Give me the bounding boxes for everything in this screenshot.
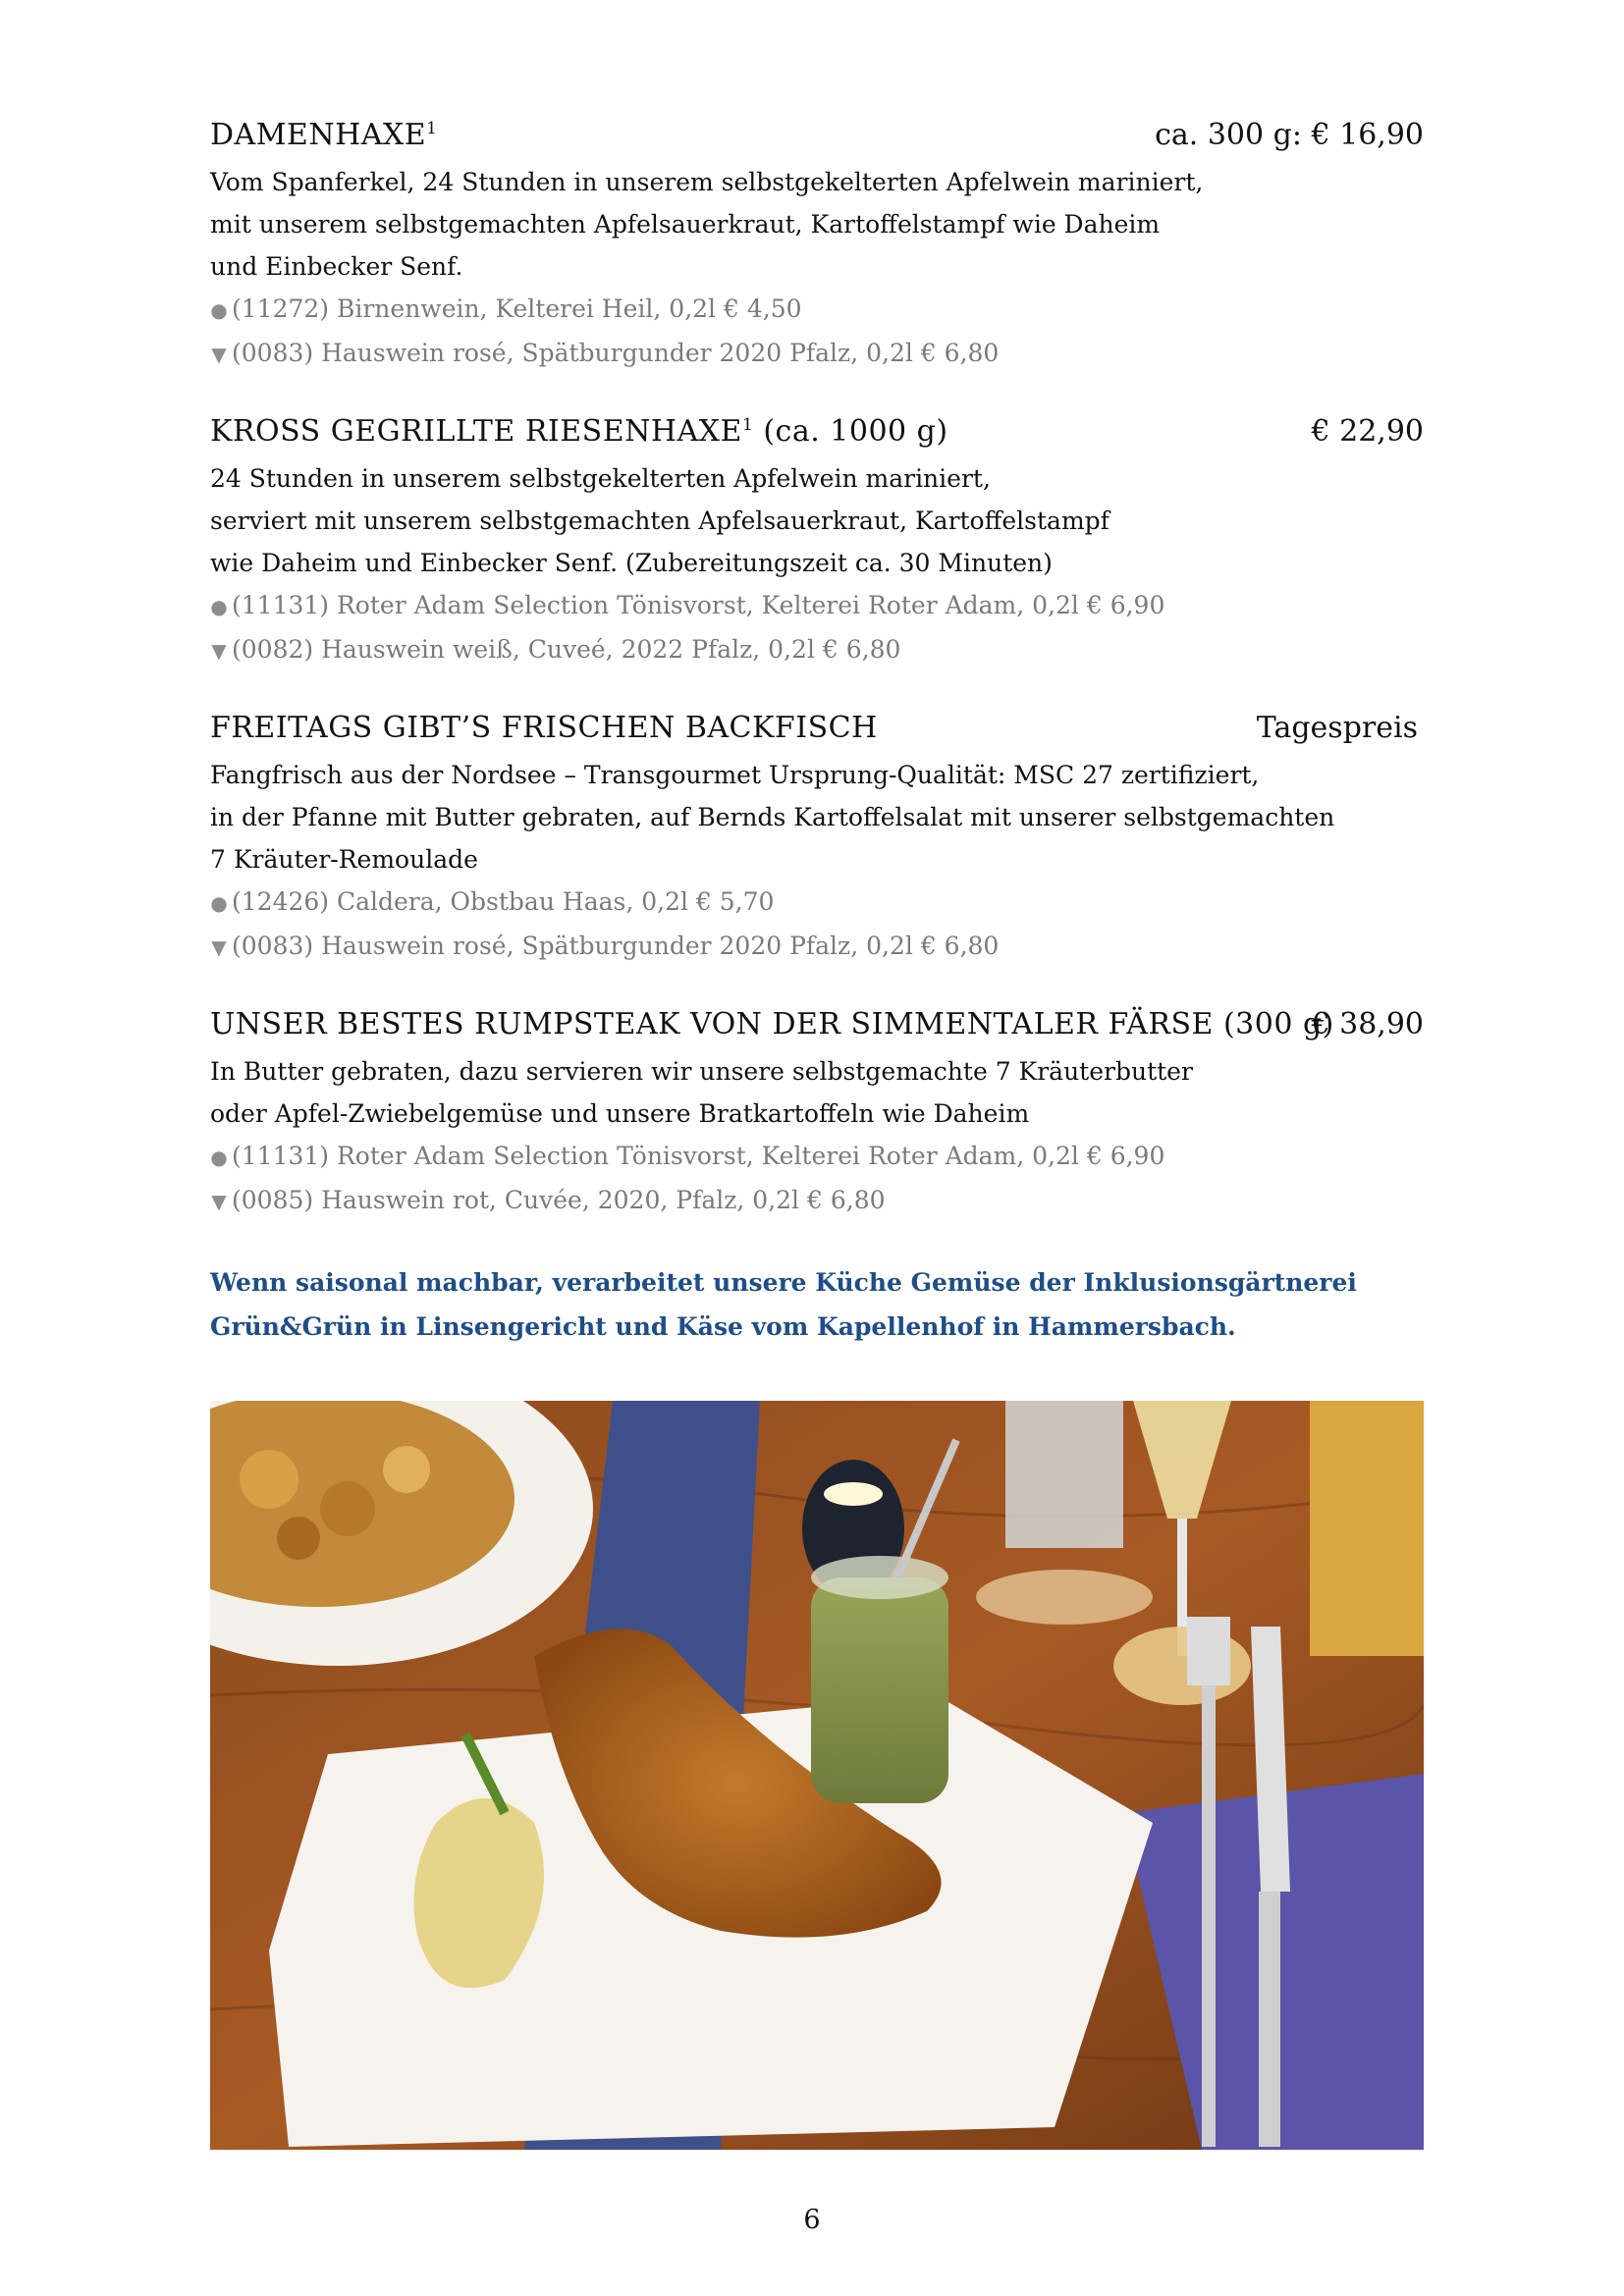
wine-pairing: ▼ (0083) Hauswein rosé, Spätburgunder 2020 Pfalz, 0,2l € 6,80	[210, 332, 1424, 376]
sourcing-note: Wenn saisonal machbar, verarbeitet unsere Küche Gemüse der Inklusionsgärtnerei Grün&Grün in Linsengericht und Käse vom Kapellenhof in Hammersbach.	[210, 1268, 1357, 1341]
wine-glass-icon: ▼	[211, 639, 227, 663]
menu-item-riesenhaxe	[210, 414, 1424, 672]
food-photo	[210, 1401, 1424, 2150]
wine-pairing: ▼ (0083) Hauswein rosé, Spätburgunder 2020 Pfalz, 0,2l € 6,80	[210, 925, 1424, 969]
cider-pairing: ● (11272) Birnenwein, Kelterei Heil, 0,2l € 4,50	[210, 288, 1424, 332]
apple-icon: ●	[210, 298, 228, 322]
menu-item-backfisch	[210, 711, 1424, 969]
dish-title: UNSER BESTES RUMPSTEAK VON DER SIMMENTALER FÄRSE (300 g)	[210, 1007, 1334, 1041]
menu-item-damenhaxe	[210, 118, 1424, 376]
wine-glass-icon: ▼	[211, 935, 227, 959]
dish-price: ca. 300 g: € 16,90	[1155, 118, 1424, 152]
dish-title: DAMENHAXE$^1$	[210, 118, 438, 152]
cider-pairing: ● (11131) Roter Adam Selection Tönisvorst, Kelterei Roter Adam, 0,2l € 6,90	[210, 584, 1424, 628]
dish-description: 24 Stunden in unserem selbstgekelterten Apfelwein mariniert, serviert mit unserem selbstgemachten Apfelsauerkraut, Kartoffelstampf wie Daheim und Einbecker Senf. (Zubereitungszeit ca. 30 Minuten)	[210, 464, 1110, 577]
page-number: 6	[803, 2205, 821, 2235]
apple-icon: ●	[210, 595, 228, 618]
dish-title: FREITAGS GIBT’S FRISCHEN BACKFISCH	[210, 711, 878, 745]
cider-pairing: ● (12426) Caldera, Obstbau Haas, 0,2l € 5,70	[210, 881, 1424, 925]
wine-pairing: ▼ (0082) Hauswein weiß, Cuveé, 2022 Pfalz, 0,2l € 6,80	[210, 628, 1424, 672]
cider-pairing: ● (11131) Roter Adam Selection Tönisvorst, Kelterei Roter Adam, 0,2l € 6,90	[210, 1135, 1424, 1179]
dish-title: KROSS GEGRILLTE RIESENHAXE$^1$ (ca. 1000 g)	[210, 414, 948, 449]
dish-price: € 22,90	[1311, 414, 1424, 449]
apple-icon: ●	[210, 1146, 228, 1169]
wine-glass-icon: ▼	[211, 343, 227, 366]
dish-price: € 38,90	[1311, 1007, 1424, 1041]
apple-icon: ●	[210, 891, 228, 915]
menu-item-rumpsteak	[210, 1007, 1424, 1223]
dish-description: Fangfrisch aus der Nordsee – Transgourmet Ursprung-Qualität: MSC 27 zertifiziert, in der Pfanne mit Butter gebraten, auf Bernds Kartoffelsalat mit unserer selbstgemachten 7 Kräuter-Remoulade	[210, 761, 1335, 874]
dish-description: Vom Spanferkel, 24 Stunden in unserem selbstgekelterten Apfelwein mariniert, mit unserem selbstgemachten Apfelsauerkraut, Kartoffelstampf wie Daheim und Einbecker Senf.	[210, 168, 1204, 281]
wine-glass-icon: ▼	[211, 1190, 227, 1213]
dish-price: Tagespreis	[1256, 711, 1418, 745]
dish-description: In Butter gebraten, dazu servieren wir unsere selbstgemachte 7 Kräuterbutter oder Apfel-Zwiebelgemüse und unsere Bratkartoffeln wie Daheim	[210, 1057, 1193, 1128]
wine-pairing: ▼ (0085) Hauswein rot, Cuvée, 2020, Pfalz, 0,2l € 6,80	[210, 1179, 1424, 1223]
